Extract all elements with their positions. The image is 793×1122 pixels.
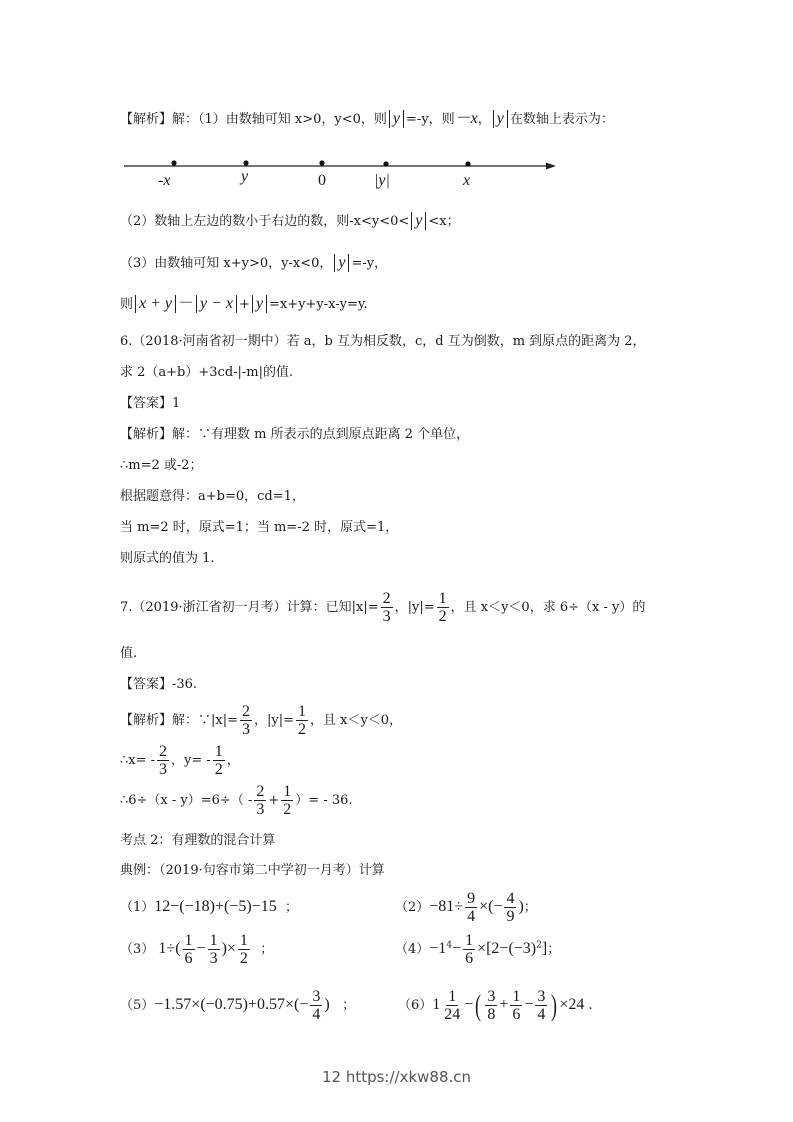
text: −1.57×(−0.75)+0.57×(− — [154, 996, 309, 1013]
numerator: 1 — [209, 932, 218, 949]
denominator: 2 — [239, 950, 248, 967]
abs-x-plus-y: x + y — [135, 295, 176, 313]
text: 【解析】解：（1）由数轴可知 x>0，y<0，则 — [120, 112, 387, 127]
text: ； — [260, 942, 274, 957]
fraction — [281, 783, 293, 818]
text: + — [268, 793, 280, 808]
denominator: 3 — [382, 608, 391, 625]
abs-y-minus-x: y − x — [196, 295, 237, 313]
question-6-analysis-5: 则原式的值为 1. — [120, 551, 215, 566]
fraction — [381, 590, 393, 625]
problem-2 — [395, 890, 537, 925]
neg-x: －x — [454, 110, 478, 127]
numerator: 1 — [297, 703, 306, 720]
numerator: 1 — [438, 590, 447, 607]
text: ) — [518, 898, 524, 915]
denominator: 2 — [214, 761, 223, 778]
question-6-analysis-2: ∴m=2 或-2； — [120, 458, 203, 473]
text: ； — [547, 942, 561, 957]
text: =x+y+y-x-y=y. — [269, 297, 368, 312]
text: <x； — [428, 214, 460, 229]
denominator: 2 — [283, 801, 292, 818]
text: ）= - 36. — [295, 793, 353, 808]
numerator: 1 — [239, 932, 248, 949]
denominator: 3 — [209, 950, 218, 967]
problem-6 — [398, 988, 593, 1023]
text: （2）数轴上左边的数小于右边的数，则-x<y<0< — [120, 214, 410, 229]
text: ∴x= - — [120, 753, 156, 768]
exponent: 4 — [446, 940, 453, 951]
question-6-analysis-3: 根据题意得：a+b=0，cd=1， — [120, 489, 305, 504]
topic-2-heading: 考点 2：有理数的混合计算 — [120, 833, 276, 848]
label: （3） — [120, 942, 155, 957]
left-paren-icon: ( — [475, 988, 482, 1022]
text: ； — [342, 998, 356, 1013]
fraction — [437, 590, 449, 625]
number-line-axis-icon — [124, 152, 564, 192]
question-7-analysis-1 — [120, 703, 402, 738]
question-6-answer: 【答案】1 — [120, 396, 181, 411]
text: － — [178, 295, 195, 312]
numerator: 2 — [241, 703, 250, 720]
text: ， — [477, 112, 491, 127]
text: 则 — [120, 297, 134, 312]
fraction — [510, 988, 522, 1023]
fraction — [183, 932, 195, 967]
text: ， — [226, 753, 240, 768]
question-6-line-2: 求 2（a+b）+3cd-|-m|的值. — [120, 365, 294, 380]
text: 1÷( — [158, 940, 181, 957]
text: 7.（2019·浙江省初一月考）计算：已知|x|= — [120, 600, 379, 615]
abs-y: y — [389, 110, 404, 128]
number-line-diagram — [124, 152, 564, 192]
denominator: 2 — [297, 721, 306, 738]
analysis-line-2 — [120, 212, 460, 231]
numerator: 1 — [465, 932, 474, 949]
numerator: 9 — [467, 890, 476, 907]
numerator: 3 — [537, 988, 546, 1005]
numerator: 3 — [312, 988, 321, 1005]
numerator: 2 — [159, 743, 168, 760]
denominator: 3 — [241, 721, 250, 738]
fraction — [254, 783, 266, 818]
text: − — [196, 940, 206, 957]
denominator: 4 — [467, 908, 476, 925]
fraction — [442, 988, 462, 1023]
text: ) — [324, 996, 330, 1013]
fraction — [296, 703, 308, 738]
text: （3）由数轴可知 x+y>0，y-x<0， — [120, 256, 333, 271]
question-6-line-1: 6.（2018·河南省初一期中）若 a，b 互为相反数，c，d 互为倒数，m 到原点的距离为 2， — [120, 334, 646, 349]
denominator: 6 — [184, 950, 193, 967]
text: −1 — [429, 940, 447, 957]
numerator: 3 — [487, 988, 496, 1005]
fraction — [208, 932, 220, 967]
numerator: 1 — [184, 932, 193, 949]
question-7-analysis-2 — [120, 743, 240, 778]
numerator: 1 — [214, 743, 223, 760]
text: + — [499, 996, 509, 1013]
page-footer: 12 https://xkw88.cn — [321, 1068, 472, 1086]
denominator: 3 — [256, 801, 265, 818]
fraction — [238, 932, 250, 967]
fraction — [240, 703, 252, 738]
expression: 12−(−18)+(−5)−15 — [154, 898, 277, 915]
text: ，|y|= — [253, 713, 294, 728]
abs-y: y — [411, 212, 426, 230]
text: 在数轴上表示为： — [509, 112, 614, 127]
fraction — [310, 988, 322, 1023]
label-y: y — [241, 168, 249, 185]
analysis-line-4 — [120, 295, 368, 314]
denominator: 4 — [537, 1006, 546, 1023]
label: （5） — [120, 998, 155, 1013]
denominator: 6 — [512, 1006, 521, 1023]
problem-1 — [120, 898, 298, 917]
text: − — [452, 940, 462, 957]
label: （6） — [398, 998, 433, 1013]
numerator: 4 — [506, 890, 515, 907]
text: ； — [523, 900, 537, 915]
problem-3 — [120, 932, 273, 967]
text: ] — [541, 940, 548, 957]
analysis-line-3 — [120, 254, 387, 273]
fraction — [157, 743, 169, 778]
denominator: 3 — [159, 761, 168, 778]
label-x: x — [463, 172, 471, 189]
fraction — [485, 988, 497, 1023]
label-neg-x: -x — [158, 172, 171, 189]
text: ×24 — [559, 996, 585, 1013]
text: ； — [284, 900, 298, 915]
text: ，且 x＜y＜0， — [309, 713, 403, 728]
question-7-line-1 — [120, 590, 645, 625]
denominator: 24 — [444, 1006, 461, 1023]
text: =-y，则 — [406, 112, 455, 127]
numerator: 2 — [382, 590, 391, 607]
label-abs-y: |y| — [374, 172, 390, 189]
text: − — [524, 996, 534, 1013]
text: ，且 x＜y＜0，求 6÷（x - y）的 — [450, 600, 646, 615]
text: − — [464, 996, 474, 1013]
label-zero: 0 — [318, 172, 326, 189]
analysis-line-1 — [120, 110, 614, 129]
denominator: 4 — [312, 1006, 321, 1023]
text: ∴6÷（x - y）=6÷（ - — [120, 793, 253, 808]
text: 【解析】解：∵|x|= — [120, 713, 238, 728]
abs-y: y — [252, 295, 267, 313]
numerator: 2 — [256, 783, 265, 800]
label: （4） — [395, 942, 430, 957]
whole-number: 1 — [432, 996, 441, 1013]
text: ×(− — [479, 898, 503, 915]
right-paren-icon: ) — [551, 988, 558, 1022]
exponent: 2 — [536, 940, 542, 951]
text: ，y= - — [171, 753, 211, 768]
label: （2） — [395, 900, 430, 915]
question-7-line-2: 值. — [120, 646, 138, 661]
abs-y: y — [334, 254, 349, 272]
problem-4 — [395, 932, 560, 967]
text: ×[2−(−3) — [477, 940, 537, 957]
text: =-y， — [351, 256, 388, 271]
numerator: 1 — [512, 988, 521, 1005]
denominator: 9 — [506, 908, 515, 925]
denominator: 8 — [487, 1006, 496, 1023]
fraction — [213, 743, 225, 778]
question-7-answer: 【答案】-36. — [120, 677, 198, 692]
text: −81÷ — [429, 898, 464, 915]
question-6-analysis-4: 当 m=2 时，原式=1；当 m=-2 时，原式=1， — [120, 520, 399, 535]
fraction — [465, 890, 477, 925]
numerator: 1 — [448, 988, 457, 1005]
text: ，|y|= — [394, 600, 435, 615]
abs-y: y — [493, 110, 508, 128]
question-6-analysis-1: 【解析】解：∵有理数 m 所表示的点到原点距离 2 个单位， — [120, 427, 470, 442]
text: . — [588, 998, 593, 1013]
problem-5 — [120, 988, 355, 1023]
denominator: 6 — [465, 950, 474, 967]
topic-2-example: 典例：（2019·句容市第二中学初一月考）计算 — [120, 863, 385, 878]
fraction — [535, 988, 547, 1023]
question-7-analysis-3 — [120, 783, 353, 818]
text: + — [239, 297, 250, 312]
fraction — [463, 932, 475, 967]
fraction — [504, 890, 516, 925]
denominator: 2 — [438, 608, 447, 625]
label: （1） — [120, 900, 155, 915]
text: )× — [221, 940, 236, 957]
numerator: 1 — [283, 783, 292, 800]
